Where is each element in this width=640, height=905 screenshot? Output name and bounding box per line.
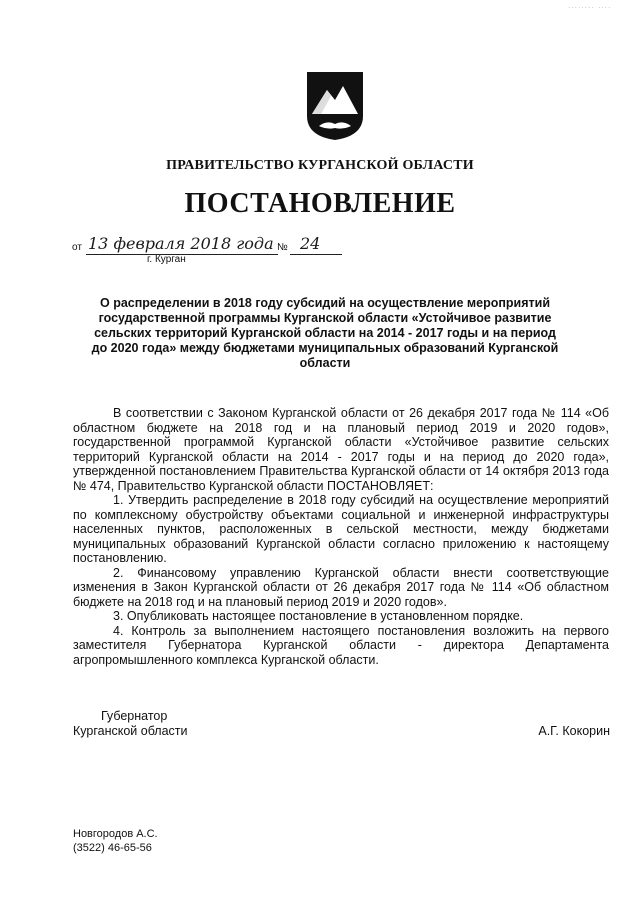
government-name: ПРАВИТЕЛЬСТВО КУРГАНСКОЙ ОБЛАСТИ (166, 158, 474, 173)
document-type: ПОСТАНОВЛЕНИЕ (184, 188, 456, 219)
preamble: В соответствии с Законом Курганской области от 26 декабря 2017 года № 114 «Об областном бюджете на 2018 год и на плановый период 2019 и 2020 годов», государственной программой Курганской области «Устойчивое развитие сельских территорий Курганской области на 2014 - 2017 годы и на период до 2020 года», утвержденной постановлением Правительства Курганской области от 14 октября 2013 года № 474, Правительство Курганской области ПОСТАНОВЛЯЕТ: (73, 406, 609, 493)
signature-position (73, 709, 188, 739)
clause-3: 3. Опубликовать настоящее постановление в установленном порядке. (113, 609, 524, 623)
city: г. Курган (147, 254, 186, 265)
signatory-name: А.Г. Кокорин (538, 724, 610, 738)
handwritten-number: 24 (300, 234, 321, 253)
handwritten-date: 13 февраля 2018 года (88, 234, 274, 253)
executor-info (73, 828, 158, 855)
clause-4: 4. Контроль за выполнением настоящего постановления возложить на первого заместителя Губернатора Курганской области - директора Департамента агропромышленного комплекса Курганской области. (73, 623, 609, 667)
executor-name: Новгородов А.С. (73, 828, 158, 840)
document-body (73, 406, 609, 667)
number-label: № (277, 242, 288, 253)
executor-phone: (3522) 46-65-56 (73, 841, 152, 854)
number-underline (290, 254, 342, 255)
clause-2: 2. Финансовому управлению Курганской области внести соответствующие изменения в Закон Курганской области от 26 декабря 2017 года № 114 «Об областном бюджете на 2018 год и на плановый период 2019 и 2020 годов». (73, 565, 609, 609)
date-prefix: от (72, 242, 82, 253)
top-dots: . . . . . . . . . . . . (568, 4, 610, 10)
document-title: О распределении в 2018 году субсидий на осуществление мероприятий государственной программы Курганской области «Устойчивое развитие сельских территорий Курганской области на 2014 - 2017 годы и на период до 2020 года» между бюджетами муниципальных образований Курганской области (91, 296, 559, 370)
dateline (72, 232, 372, 272)
clause-1: 1. Утвердить распределение в 2018 году субсидий на осуществление мероприятий по комплексному обустройству объектами социальной и инженерной инфраструктуры населенных пунктов, расположенных в сельской местности, между бюджетами муниципальных образований Курганской области согласно приложению к настоящему постановлению. (73, 493, 609, 565)
kurgan-coat-of-arms-icon (305, 70, 365, 142)
position-line-2: Курганской области (73, 724, 188, 738)
position-line-1: Губернатор (101, 709, 168, 723)
